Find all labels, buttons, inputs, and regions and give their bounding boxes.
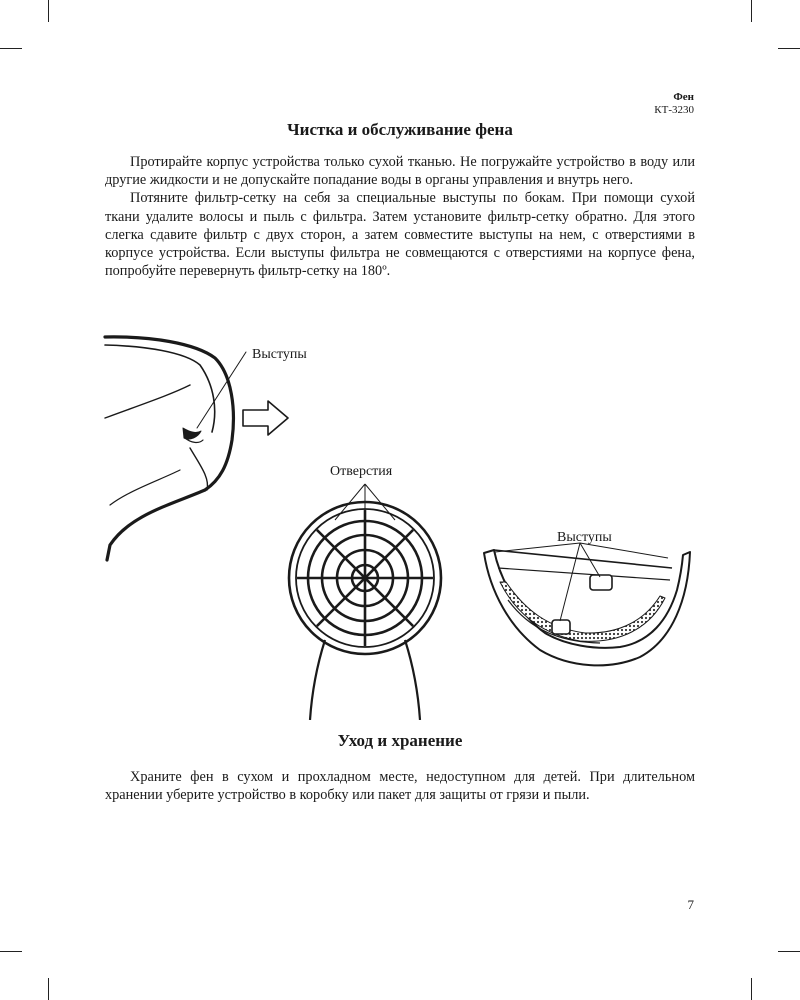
storage-paragraph: Храните фен в сухом и прохладном месте, недоступном для детей. При длительном хранении уберите устройство в коробку или пакет для защиты от грязи и пыли.	[105, 769, 695, 804]
label-protrusions-dryer: Выступы	[252, 347, 307, 362]
round-filter-grille	[289, 484, 441, 720]
label-holes: Отверстия	[330, 464, 393, 479]
crop-mark	[0, 951, 22, 952]
crop-mark	[778, 951, 800, 952]
crop-mark	[48, 978, 49, 1000]
cleaning-paragraph-1: Протирайте корпус устройства только сухой тканью. Не погружайте устройство в воду или другие жидкости и не допускайте попадание воды в органы управления и внутрь него.	[105, 154, 695, 189]
section-title-cleaning: Чистка и обслуживание фена	[287, 120, 513, 139]
filter-cup	[484, 543, 690, 665]
hair-dryer-body	[105, 337, 246, 560]
cleaning-paragraph-2: Потяните фильтр-сетку на себя за специальные выступы по бокам. При помощи сухой ткани удалите волосы и пыль с фильтра. Затем установите фильтр-сетку обратно. Для этого слегка сдавите фильтр с двух сторон, а затем совместите выступы на нем, с отверстиями в корпусе устройства. Если выступы фильтра не совмещаются с отверстиями на корпусе фена, попробуйте перевернуть фильтр-сетку на 180º.	[105, 190, 695, 280]
page-number: 7	[687, 897, 694, 912]
arrow-right-icon	[243, 401, 288, 435]
crop-mark	[751, 978, 752, 1000]
label-protrusions-filter: Выступы	[557, 530, 612, 545]
section-title-storage: Уход и хранение	[337, 731, 463, 750]
storage-text	[105, 768, 695, 804]
header-code: КТ-3230	[654, 104, 694, 116]
header-model: Фен	[673, 91, 694, 103]
